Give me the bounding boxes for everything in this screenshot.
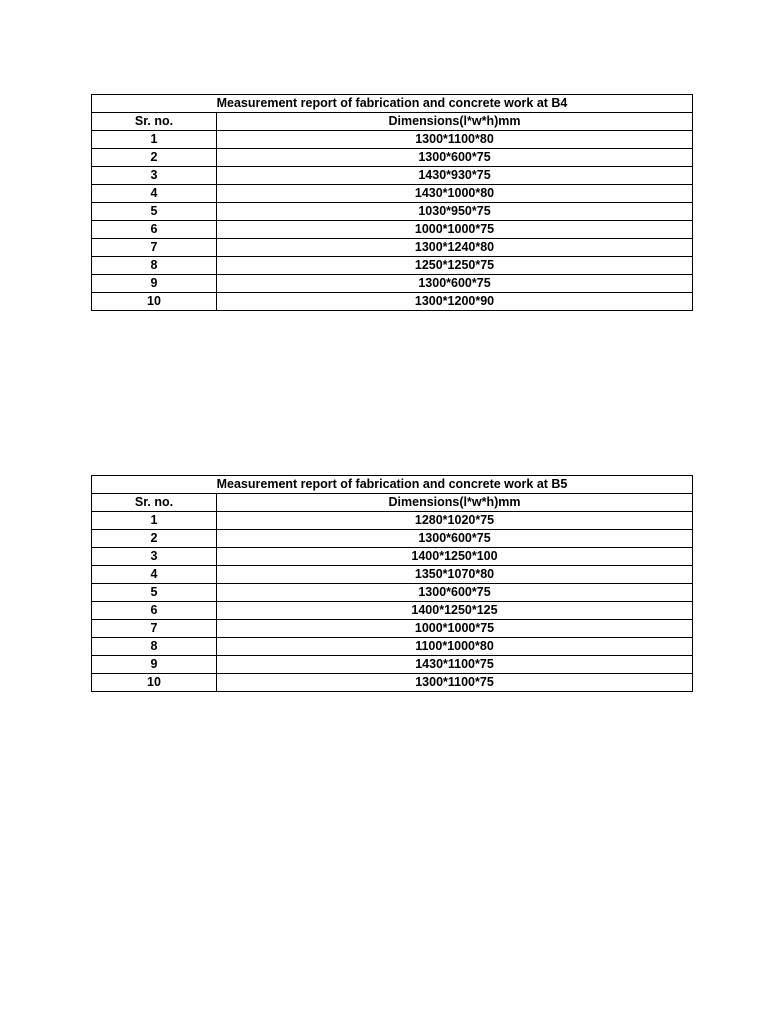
table-row [92,131,693,149]
table-header-row [92,494,693,512]
sr-no-cell: 1 [92,512,217,530]
dimensions-cell: 1000*1000*75 [217,221,693,239]
table-header-row [92,113,693,131]
sr-no-cell: 1 [92,131,217,149]
dimensions-cell: 1300*600*75 [217,584,693,602]
dimensions-cell: 1300*1200*90 [217,293,693,311]
table-title: Measurement report of fabrication and concrete work at B5 [92,476,693,494]
table-row [92,566,693,584]
table-row [92,185,693,203]
table-row [92,203,693,221]
table-row [92,638,693,656]
table-row [92,257,693,275]
table-row [92,512,693,530]
header-sr-no: Sr. no. [92,494,217,512]
table-row [92,149,693,167]
table-row [92,602,693,620]
table-row [92,239,693,257]
dimensions-cell: 1300*1100*80 [217,131,693,149]
table-title-row [92,95,693,113]
sr-no-cell: 9 [92,275,217,293]
table-row [92,674,693,692]
table-row [92,293,693,311]
sr-no-cell: 2 [92,149,217,167]
table-row [92,167,693,185]
table-row [92,548,693,566]
measurement-table-b4 [91,94,693,311]
dimensions-cell: 1250*1250*75 [217,257,693,275]
header-dimensions: Dimensions(l*w*h)mm [217,113,693,131]
table-row [92,620,693,638]
table-title: Measurement report of fabrication and concrete work at B4 [92,95,693,113]
header-sr-no: Sr. no. [92,113,217,131]
dimensions-cell: 1300*1100*75 [217,674,693,692]
sr-no-cell: 4 [92,185,217,203]
sr-no-cell: 5 [92,584,217,602]
sr-no-cell: 6 [92,221,217,239]
sr-no-cell: 3 [92,548,217,566]
dimensions-cell: 1000*1000*75 [217,620,693,638]
sr-no-cell: 8 [92,257,217,275]
sr-no-cell: 10 [92,674,217,692]
table-row [92,584,693,602]
dimensions-cell: 1300*1240*80 [217,239,693,257]
table-title-row [92,476,693,494]
sr-no-cell: 8 [92,638,217,656]
table-row [92,656,693,674]
sr-no-cell: 10 [92,293,217,311]
dimensions-cell: 1300*600*75 [217,275,693,293]
table-row [92,530,693,548]
sr-no-cell: 5 [92,203,217,221]
sr-no-cell: 9 [92,656,217,674]
sr-no-cell: 7 [92,620,217,638]
dimensions-cell: 1430*1100*75 [217,656,693,674]
dimensions-cell: 1030*950*75 [217,203,693,221]
dimensions-cell: 1280*1020*75 [217,512,693,530]
sr-no-cell: 3 [92,167,217,185]
table-row [92,275,693,293]
dimensions-cell: 1430*930*75 [217,167,693,185]
dimensions-cell: 1300*600*75 [217,530,693,548]
dimensions-cell: 1350*1070*80 [217,566,693,584]
dimensions-cell: 1100*1000*80 [217,638,693,656]
table-row [92,221,693,239]
dimensions-cell: 1430*1000*80 [217,185,693,203]
sr-no-cell: 6 [92,602,217,620]
header-dimensions: Dimensions(l*w*h)mm [217,494,693,512]
sr-no-cell: 4 [92,566,217,584]
sr-no-cell: 7 [92,239,217,257]
dimensions-cell: 1300*600*75 [217,149,693,167]
dimensions-cell: 1400*1250*100 [217,548,693,566]
dimensions-cell: 1400*1250*125 [217,602,693,620]
sr-no-cell: 2 [92,530,217,548]
measurement-table-b5 [91,475,693,692]
